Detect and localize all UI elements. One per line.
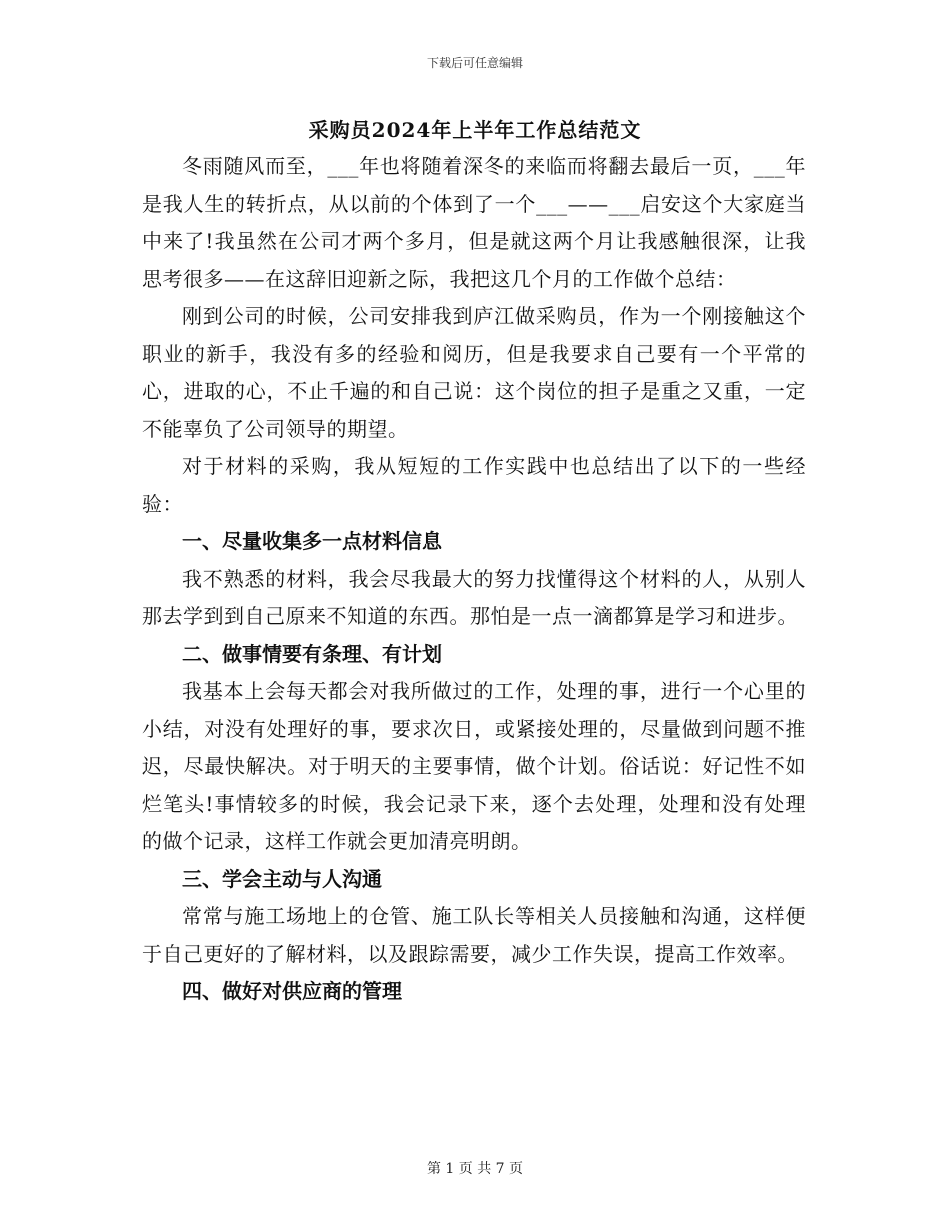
paragraph-arrival: 刚到公司的时候，公司安排我到庐江做采购员，作为一个刚接触这个职业的新手，我没有多的经验和阅历，但是我要求自己要有一个平常的心，进取的心，不止千遍的和自己说：这个岗位的担子是重之又重，一定不能辜负了公司领导的期望。 <box>142 304 806 441</box>
header-note: 下载后可任意编辑 <box>426 56 523 70</box>
section-heading-2: 二、做事情要有条理、有计划 <box>182 641 442 666</box>
document-title: 采购员2024年上半年工作总结范文 <box>308 118 642 142</box>
paragraph-intro: 冬雨随风而至，___年也将随着深冬的来临而将翻去最后一页，___年是我人生的转折点，从以前的个体到了一个___——___启安这个大家庭当中来了!我虽然在公司才两个多月，但是就这两个月让我感触很深，让我思考很多——在这辞旧迎新之际，我把这几个月的工作做个总结： <box>142 154 806 291</box>
paragraph-section-1: 我不熟悉的材料，我会尽我最大的努力找懂得这个材料的人，从别人那去学到到自己原来不知道的东西。那怕是一点一滴都算是学习和进步。 <box>142 566 806 628</box>
paragraph-experience-intro: 对于材料的采购，我从短短的工作实践中也总结出了以下的一些经验： <box>142 454 806 516</box>
section-heading-3: 三、学会主动与人沟通 <box>182 866 382 891</box>
section-heading-1: 一、尽量收集多一点材料信息 <box>182 529 442 553</box>
paragraph-section-3: 常常与施工场地上的仓管、施工队长等相关人员接触和沟通，这样便于自己更好的了解材料，以及跟踪需要，减少工作失误，提高工作效率。 <box>142 904 806 966</box>
document-body <box>142 148 806 1011</box>
page-footer: 第 1 页 共 7 页 <box>426 1161 524 1177</box>
section-heading-4: 四、做好对供应商的管理 <box>182 979 402 1003</box>
paragraph-section-2: 我基本上会每天都会对我所做过的工作，处理的事，进行一个心里的小结，对没有处理好的事，要求次日，或紧接处理的，尽量做到问题不推迟，尽最快解决。对于明天的主要事情，做个计划。俗话说：好记性不如烂笔头!事情较多的时候，我会记录下来，逐个去处理，处理和没有处理的做个记录，这样工作就会更加清亮明朗。 <box>142 679 806 853</box>
